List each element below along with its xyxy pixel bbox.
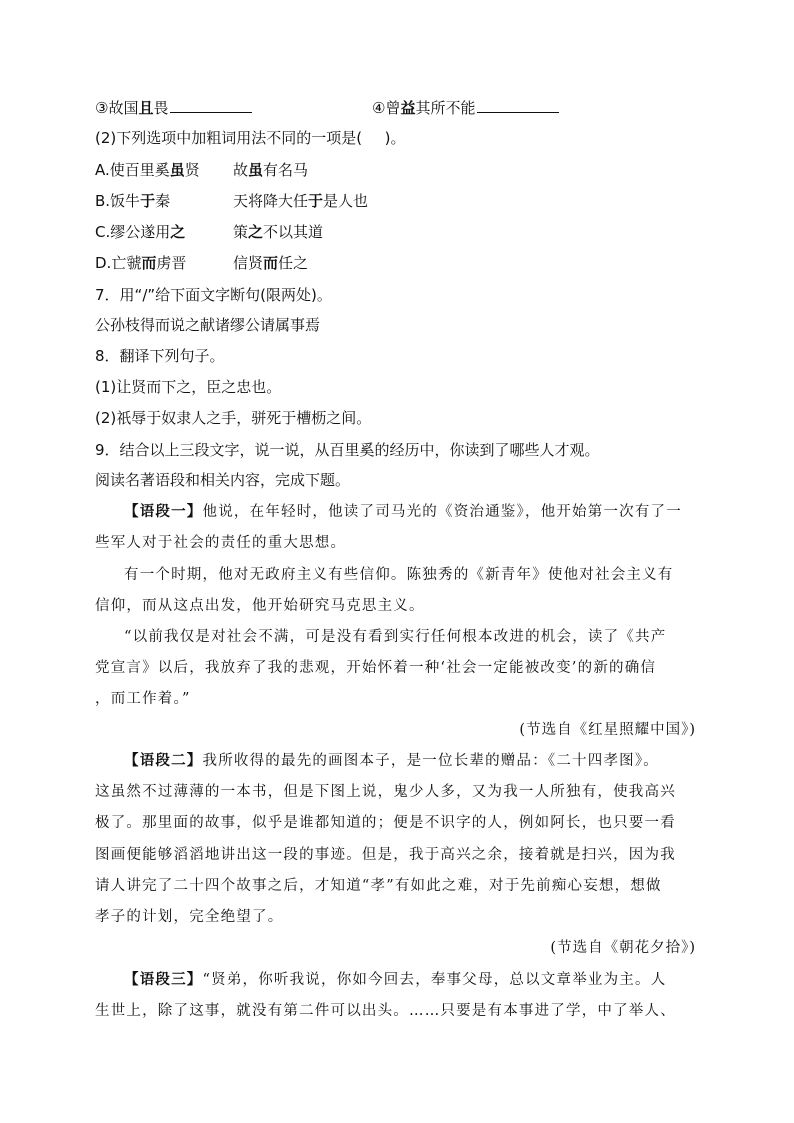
reading-intro: 阅读名著语段和相关内容，完成下题。: [95, 471, 351, 489]
q6-sub2-stem: (2)下列选项中加粗词用法不同的一项是( )。: [95, 129, 406, 147]
passage-1-line-6: 党宣言》以后，我放弃了我的悲观，开始怀着一种‘社会一定能被改变’的新的确信: [95, 660, 657, 676]
option-d[interactable]: D.亡虢而虏晋 信贤而任之: [95, 254, 309, 272]
passage-1-line-4: 信仰，而从这点出发，他开始研究马克思主义。: [95, 598, 425, 614]
passage-1-source: (节选自《红星照耀中国》): [519, 722, 696, 738]
passage-1-line-5: “以前我仅是对社会不满，可是没有看到实行任何根本改进的机会，读了《共产: [124, 629, 667, 645]
passage-2-line-6: 孝子的计划，完全绝望了。: [95, 909, 284, 925]
q6-item3: ③故国且畏: [95, 97, 252, 118]
passage-1-line-3: 有一个时期，他对无政府主义有些信仰。陈独秀的《新青年》使他对社会主义有: [124, 567, 674, 583]
passage-2-line-3: 极了。那里面的故事，似乎是谁都知道的；便是不识字的人，例如阿长，也只要一看: [95, 815, 676, 831]
bold-word: 且: [138, 99, 154, 117]
q6-item4: ④曾益其所不能: [372, 97, 559, 118]
option-a[interactable]: A.使百里奚虽贤 故虽有名马: [95, 161, 309, 179]
passage-2-source: (节选自《朝花夕拾》): [550, 940, 696, 956]
bold-word: 益: [400, 99, 416, 117]
passage-2-line-5: 请人讲完了二十四个故事之后，才知道“孝”有如此之难，对于先前痴心妄想，想做: [95, 878, 662, 894]
q7-stem: 7．用“/”给下面文字断句(限两处)。: [95, 286, 332, 304]
answer-blank[interactable]: [170, 97, 252, 113]
passage-1-line-7: ，而工作着。”: [95, 691, 191, 707]
q7-text: 公孙枝得而说之献诸缪公请属事焉: [95, 316, 321, 334]
passage-2-line-2: 这虽然不过薄薄的一本书，但是下图上说，鬼少人多，又为我一人所独有，使我高兴: [95, 784, 676, 800]
passage-3-line-2: 生世上，除了这事，就没有第二件可以出头。……只要是有本事进了学，中了举人、: [95, 1003, 676, 1019]
passage-1-line-1: 【语段一】他说，在年轻时，他读了司马光的《资治通鉴》，他开始第一次有了一: [124, 503, 682, 520]
option-b[interactable]: B.饭牛于秦 天将降大任于是人也: [95, 192, 369, 210]
passage-2-line-1: 【语段二】我所收得的最先的画图本子，是一位长辈的赠品：《二十四孝图》。: [124, 752, 659, 769]
option-c[interactable]: C.缪公遂用之 策之不以其道: [95, 223, 324, 241]
q8-stem: 8．翻译下列句子。: [95, 347, 225, 365]
q8-sentence-1: (1)让贤而下之，臣之忠也。: [95, 378, 282, 396]
q9-stem: 9．结合以上三段文字，说一说，从百里奚的经历中，你读到了哪些人才观。: [95, 441, 600, 459]
answer-blank[interactable]: [477, 97, 559, 113]
q8-sentence-2: (2)祇辱于奴隶人之手，骈死于槽枥之间。: [95, 409, 372, 427]
passage-3-line-1: 【语段三】“贤弟，你听我说，你如今回去，奉事父母，总以文章举业为主。人: [124, 971, 667, 988]
passage-1-line-2: 些军人对于社会的责任的重大思想。: [95, 535, 347, 551]
passage-2-line-4: 图画便能够滔滔地讲出这一段的事迹。但是，我于高兴之余，接着就是扫兴，因为我: [95, 847, 676, 863]
